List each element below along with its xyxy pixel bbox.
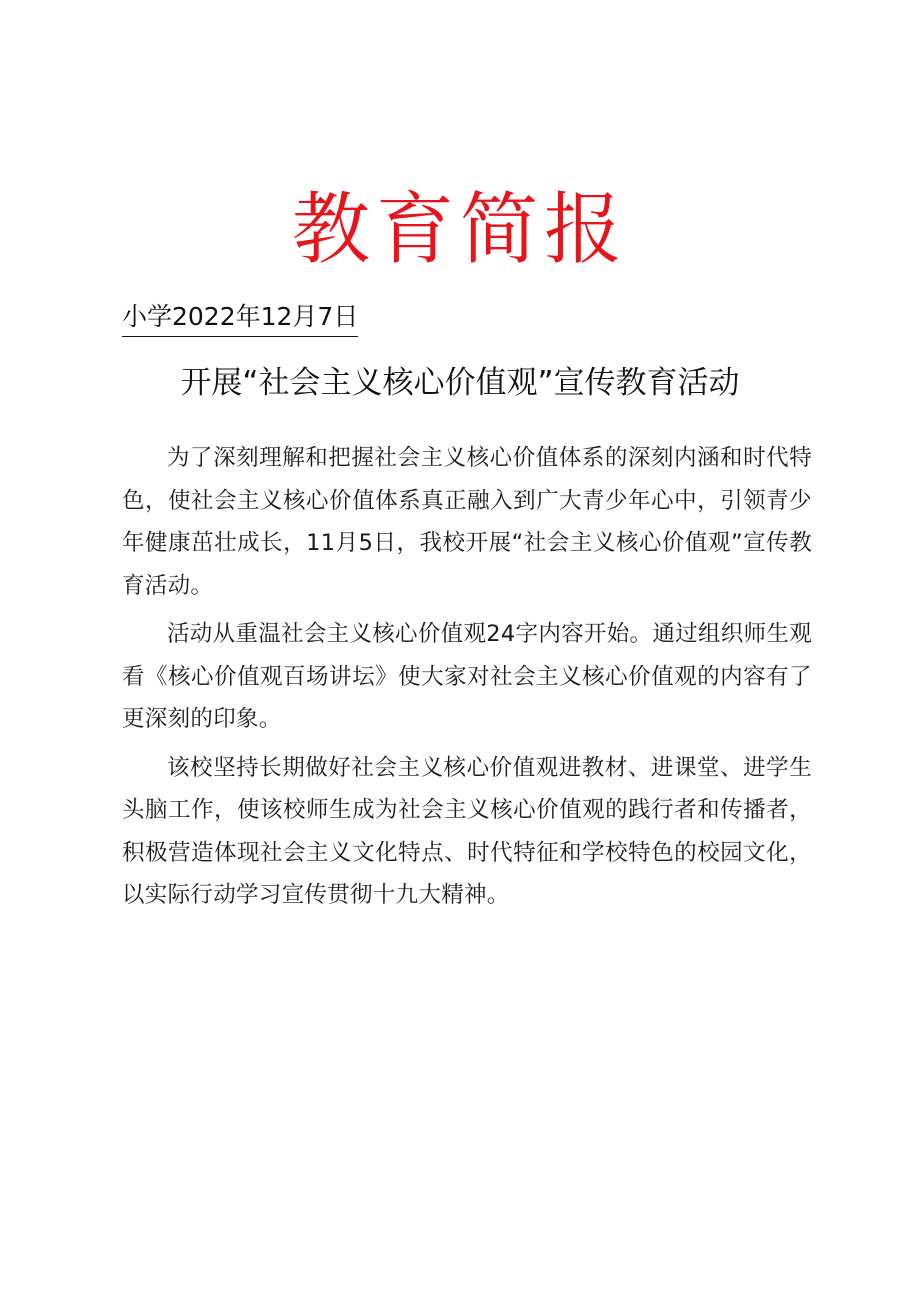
article-headline: 开展“社会主义核心价值观”宣传教育活动 xyxy=(180,365,740,401)
paragraph-1: 为了深刻理解和把握社会主义核心价值体系的深刻内涵和时代特色，使社会主义核心价值体系真正融入到广大青少年心中，引领青少年健康茁壮成长，11月5日，我校开展“社会主义核心价值观”宣传教育活动。 xyxy=(122,445,813,599)
dateline: 小学2022年12月7日 xyxy=(122,298,358,337)
article-body xyxy=(122,437,812,923)
paragraph-2: 活动从重温社会主义核心价值观24字内容开始。通过组织师生观看《核心价值观百场讲坛》使大家对社会主义核心价值观的内容有了更深刻的印象。 xyxy=(122,621,812,732)
paragraph-3: 该校坚持长期做好社会主义核心价值观进教材、进课堂、进学生头脑工作，使该校师生成为社会主义核心价值观的践行者和传播者，积极营造体现社会主义文化特点、时代特征和学校特色的校园文化，以实际行动学习宣传贯彻十九大精神。 xyxy=(122,754,812,908)
masthead-title: 教育简报 xyxy=(291,185,628,275)
